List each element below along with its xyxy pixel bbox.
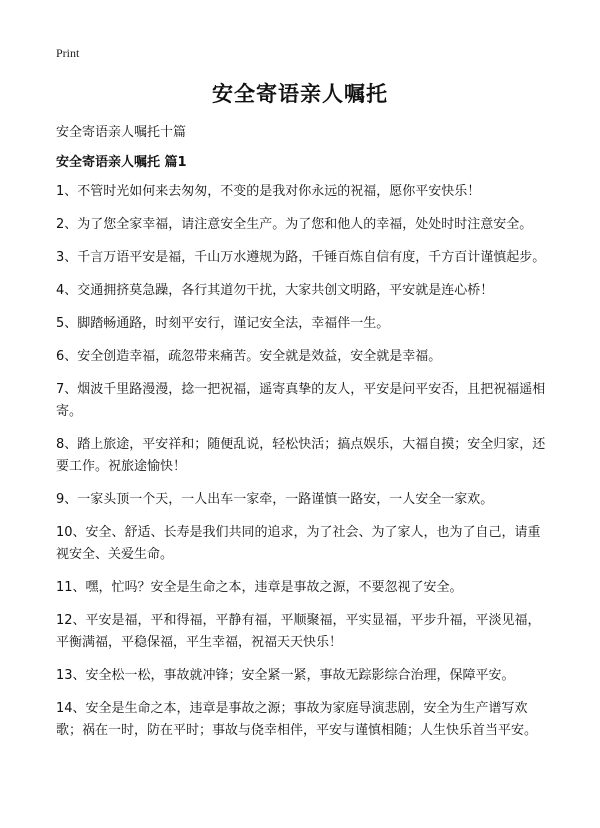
list-item: 13、安全松一松，事故就冲锋；安全紧一紧，事故无踪影综合治理，保障平安。	[56, 668, 515, 683]
list-item: 5、脚踏畅通路，时刻平安行，谨记安全法，幸福伴一生。	[56, 316, 390, 331]
list-item: 3、千言万语平安是福，千山万水遵规为路，千锤百炼自信有度，千方百计谨慎起步。	[56, 250, 546, 265]
page-title: 安全寄语亲人嘱托	[212, 82, 388, 106]
list-item: 2、为了您全家幸福，请注意安全生产。为了您和他人的幸福，处处时时注意安全。	[56, 217, 533, 232]
list-item: 7、烟波千里路漫漫，捻一把祝福，遥寄真挚的友人，平安是问平安否，且把祝福遥相寄。	[56, 382, 546, 419]
subtitle: 安全寄语亲人嘱托十篇	[56, 125, 187, 140]
print-label[interactable]: Print	[56, 46, 80, 60]
list-item: 6、安全创造幸福，疏忽带来痛苦。安全就是效益，安全就是幸福。	[56, 349, 442, 364]
item-list	[56, 181, 548, 753]
list-item: 1、不管时光如何来去匆匆，不变的是我对你永远的祝福，愿你平安快乐！	[56, 184, 481, 199]
list-item: 12、平安是福，平和得福，平静有福，平顺聚福，平实显福，平步升福，平淡见福，平衡满福，平稳保福，平生幸福，祝福天天快乐！	[56, 613, 541, 650]
list-item: 4、交通拥挤莫急躁，各行其道勿干扰，大家共创文明路，平安就是连心桥！	[56, 283, 494, 298]
list-item: 10、安全、舒适、长寿是我们共同的追求，为了社会、为了家人，也为了自己，请重视安全、关爱生命。	[56, 525, 541, 562]
list-item: 8、踏上旅途，平安祥和；随便乱说，轻松快活；搞点娱乐，大福自摸；安全归家，还要工作。祝旅途愉快！	[56, 437, 546, 474]
list-item: 14、安全是生命之本，违章是事故之源；事故为家庭导演悲剧，安全为生产谱写欢歌；祸在一时，防在平时；事故与侥幸相伴，平安与谨慎相随；人生快乐首当平安。	[56, 701, 538, 738]
list-item: 9、一家头顶一个天，一人出车一家牵，一路谨慎一路安，一人安全一家欢。	[56, 492, 494, 507]
list-item: 11、嘿，忙吗？安全是生命之本，违章是事故之源，不要忽视了安全。	[56, 580, 463, 595]
section-heading: 安全寄语亲人嘱托 篇1	[56, 155, 187, 170]
